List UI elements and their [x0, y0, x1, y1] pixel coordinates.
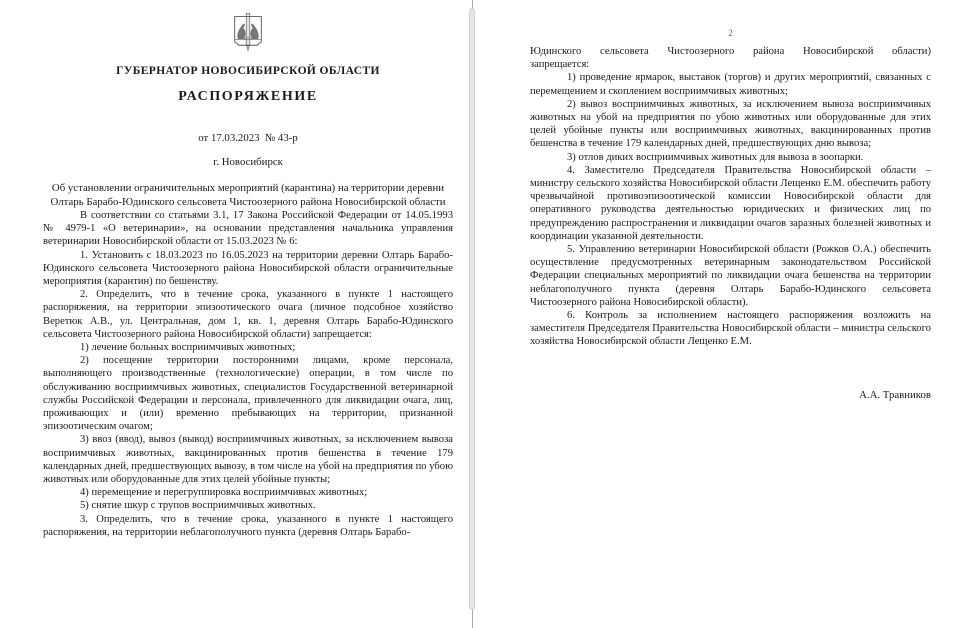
paragraph-continuation-end: запрещается:: [530, 59, 590, 71]
paragraph-subitem-2-2: 2) посещение территории посторонними лицами, кроме персонала, выполняющего производственные (технологические) операции, в том числе по обслуживанию восприимчивых животных, специалистов Государственной ветеринарной службы Российской Федерации и персонала, привлеченного для ликвидации очага, лиц, проживающих и (или) временно пребывающих на территории, признанной эпизоотическим очагом;: [43, 355, 453, 433]
paragraph-preamble: В соответствии со статьями 3.1, 17 Закона Российской Федерации от 14.05.1993 № 4979-1 «О ветеринарии», на основании представления начальника управления ветеринарии Новосибирской области от 15.03.2023 № 6:: [43, 210, 453, 248]
paragraph-item-6: 6. Контроль за исполнением настоящего распоряжения возложить на заместителя Председателя Правительства Новосибирской области – министра сельского хозяйства Новосибирской области Лещенко Е.М.: [530, 310, 931, 348]
paragraph-subitem-3-3: 3) отлов диких восприимчивых животных для вывоза в зоопарки.: [567, 151, 864, 163]
coat-of-arms-icon: [43, 0, 453, 56]
paragraph-item-1: 1. Установить с 18.03.2023 по 16.05.2023 на территории деревни Олтарь Барабо-Юдинского сельсовета Чистоозерного района Новосибирской области ограничительные мероприятия (карантин) по бешенству.: [43, 249, 453, 288]
issuing-authority: ГУБЕРНАТОР НОВОСИБИРСКОЙ ОБЛАСТИ: [116, 65, 380, 77]
scrollbar-thumb[interactable]: [469, 8, 475, 610]
paragraph-subitem-2-4: 4) перемещение и перегруппировка восприимчивых животных;: [80, 487, 368, 499]
paragraph-item-3: 3. Определить, что в течение срока, указанного в пункте 1 настоящего распоряжения, на территории неблагополучного пункта (деревня Олтарь Барабо-: [43, 513, 453, 538]
paragraph-subitem-2-5: 5) снятие шкур с трупов восприимчивых животных.: [80, 500, 316, 512]
page-1-body: [43, 209, 453, 539]
city-line: г. Новосибирск: [213, 156, 283, 168]
document-title: Об установлении ограничительных мероприятий (карантина) на территории деревни Олтарь Барабо-Юдинского сельсовета Чистоозерного района Новосибирской области: [50, 182, 446, 208]
paragraph-continuation: Юдинского сельсовета Чистоозерного района Новосибирской области): [530, 46, 931, 57]
paragraph-subitem-3-2: 2) вывоз восприимчивых животных, за исключением вывоза восприимчивых животных на убой на предприятия по убою животных или оборудованные для этих целей убойные пункты или восприимчивых животных, вакцинированных против бешенства в течение 179 календарных дней, предшествующих дню вывоза;: [530, 98, 931, 150]
paragraph-subitem-2-3: 3) ввоз (ввод), вывоз (вывод) восприимчивых животных, за исключением вывоза восприимчивых животных, вакцинированных против бешенства в течение 179 календарных дней, предшествующих вывозу, в том числе на убой на предприятия по убою животных или оборудованные для этих целей убойные пункты;: [43, 434, 453, 486]
paragraph-subitem-3-1: 1) проведение ярмарок, выставок (торгов) и других мероприятий, связанных с перемещением и скоплением восприимчивых животных;: [530, 72, 931, 97]
signature-name: А.А. Травников: [859, 388, 931, 401]
page-2-body: [530, 45, 931, 349]
document-type-heading: РАСПОРЯЖЕНИЕ: [178, 89, 318, 104]
date-and-number-line: от 17.03.2023 № 43-р: [198, 132, 298, 144]
paragraph-subitem-2-1: 1) лечение больных восприимчивых животных;: [80, 342, 296, 354]
document-page-2: [476, 0, 956, 628]
document-page-1: [0, 0, 471, 628]
page-number: 2: [728, 28, 733, 38]
paragraph-item-5: 5. Управлению ветеринарии Новосибирской области (Рожков О.А.) обеспечить осуществление предусмотренных ветеринарным законодательством Российской Федерации специальных мероприятий по ликвидации очага бешенства на территории неблагополучного пункта (деревня Олтарь Барабо-Юдинского сельсовета Чистоозерного района Новосибирской области).: [530, 244, 931, 308]
paragraph-item-2: 2. Определить, что в течение срока, указанного в пункте 1 настоящего распоряжения, на территории эпизоотического очага (личное подсобное хозяйство Веретюк А.В., ул. Центральная, дом 1, кв. 1, деревня Олтарь Барабо-Юдинского сельсовета Чистоозерного района Новосибирской области) запрещается:: [43, 289, 453, 340]
paragraph-item-4: 4. Заместителю Председателя Правительства Новосибирской области – министру сельского хозяйства Новосибирской области Лещенко Е.М. обеспечить работу чрезвычайной противоэпизоотической комиссии Новосибирской области для оперативного руководства деятельностью юридических и физических лиц по предупреждению распространения и ликвидации очагов заразных болезней животных и координации указанной деятельности.: [530, 164, 931, 242]
